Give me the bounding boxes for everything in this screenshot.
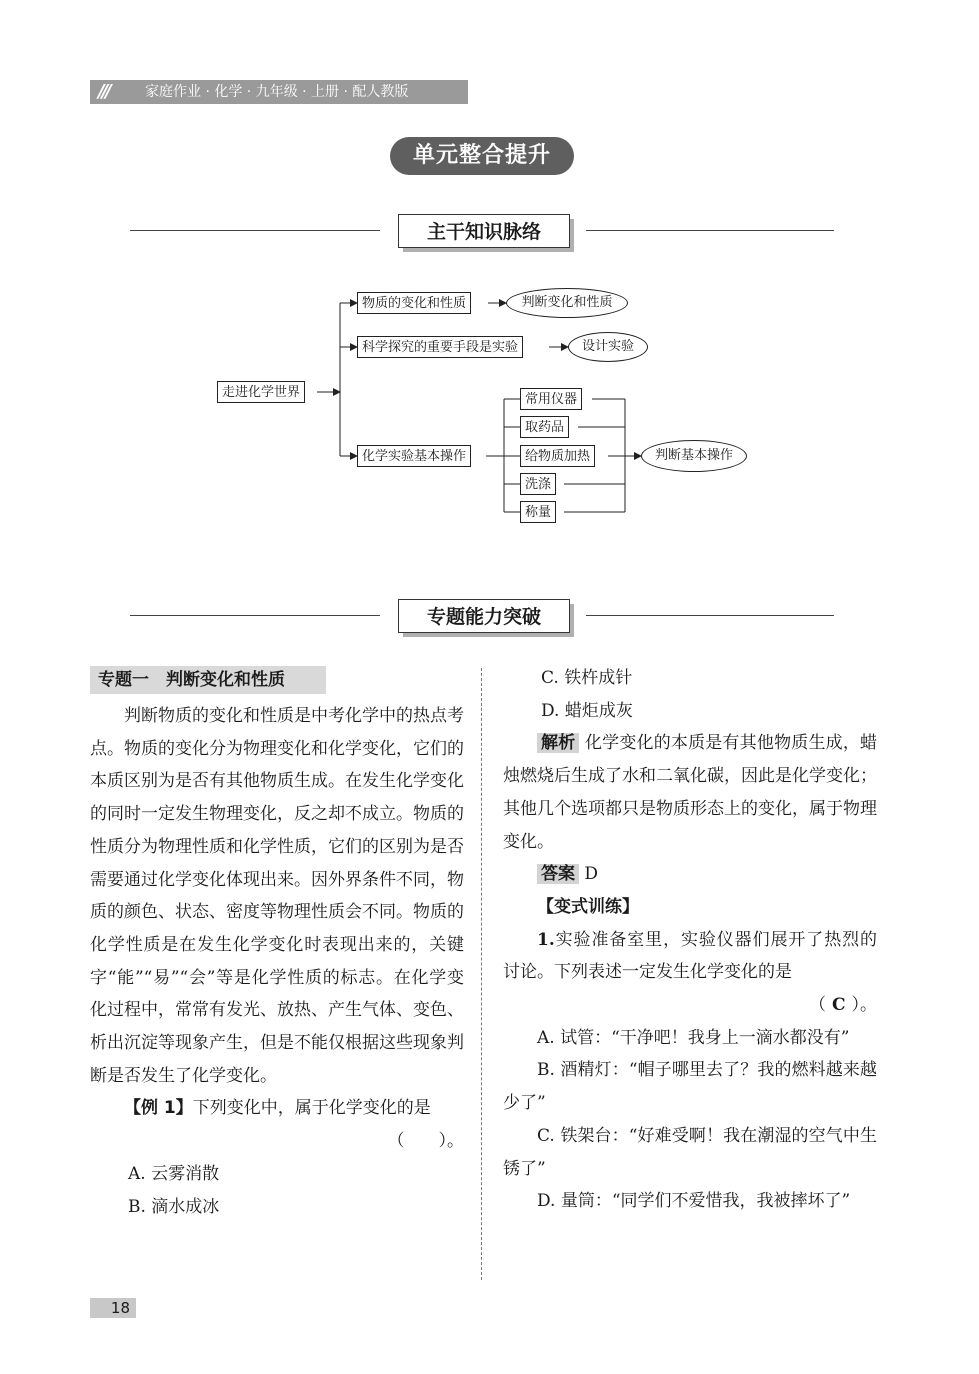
- page-number: 18: [90, 1298, 136, 1318]
- right-column: [503, 662, 877, 1218]
- section-title-topics: 专题能力突破: [398, 599, 570, 633]
- unit-title: 单元整合提升: [390, 137, 574, 175]
- mindmap-connectors: [0, 0, 979, 600]
- question-number: 1.: [537, 929, 555, 950]
- example-text: 下列变化中，属于化学变化的是: [192, 1098, 431, 1119]
- mindmap-op-weighing: 称量: [520, 501, 556, 523]
- topic-heading: 专题一 判断变化和性质: [90, 666, 326, 694]
- answer-label: 答案: [537, 864, 579, 884]
- mindmap-op-instruments: 常用仪器: [520, 388, 582, 410]
- example-label: 【例 1】: [124, 1098, 193, 1119]
- topic-paragraph: 判断物质的变化和性质是中考化学中的热点考点。物质的变化分为物理变化和化学变化，它们的本质区别为是否有其他物质生成。在发生化学变化的同时一定发生物理变化，反之却不成立。物质的性质分为物理性质和化学性质，它们的区别为是否需要通过化学变化体现出来。因外界条件不同，物质的颜色、状态、密度等物理性质会不同。物质的化学性质是在发生化学变化时表现出来的，关键字“能”“易”“会”等是化学性质的标志。在化学变化过程中，常常有发光、放热、产生气体、变色、析出沉淀等现象产生，但是不能仅根据这些现象判断是否发生了化学变化。: [90, 706, 464, 1086]
- mindmap-branch-properties: 物质的变化和性质: [357, 292, 471, 314]
- mindmap-result-design-experiment: 设计实验: [568, 332, 648, 362]
- example-question: [90, 1092, 464, 1125]
- training-question-1: [503, 924, 877, 989]
- analysis-text: 化学变化的本质是有其他物质生成，蜡烛燃烧后生成了水和二氧化碳，因此是化学变化；其他几个选项都只是物质形态上的变化，属于物理变化。: [503, 733, 878, 852]
- question-option-c: C. 铁架台：“好难受啊！我在潮湿的空气中生锈了”: [503, 1125, 877, 1179]
- question-option-b: B. 酒精灯：“帽子哪里去了？我的燃料越来越少了”: [503, 1060, 877, 1114]
- section-title-knowledge: 主干知识脉络: [398, 214, 570, 248]
- example-option-b: B. 滴水成冰: [128, 1196, 220, 1217]
- question-option-d: D. 量筒：“同学们不爱惜我，我被摔坏了”: [537, 1191, 851, 1212]
- section-rule-right: [586, 615, 834, 616]
- analysis-paragraph: [503, 727, 877, 858]
- left-column: [90, 666, 464, 1223]
- analysis-label: 解析: [537, 733, 579, 753]
- mindmap-result-judge-operation: 判断基本操作: [641, 440, 747, 472]
- question-answer: [503, 989, 877, 1022]
- answer-line: [503, 858, 877, 891]
- mindmap-branch-experiment: 科学探究的重要手段是实验: [357, 336, 523, 358]
- training-title: 【变式训练】: [537, 896, 639, 917]
- answer-value: D: [584, 864, 599, 885]
- example-option-c: C. 铁杵成针: [541, 668, 633, 688]
- question-text: 实验准备室里，实验仪器们展开了热烈的讨论。下列表述一定发生化学变化的是: [503, 929, 877, 983]
- mindmap-op-take-reagents: 取药品: [520, 416, 569, 438]
- question-answer-value: C: [831, 995, 846, 1016]
- mindmap-result-judge-change: 判断变化和性质: [506, 288, 628, 318]
- section-rule-left: [130, 615, 380, 616]
- mindmap-branch-basic-operations: 化学实验基本操作: [357, 445, 471, 467]
- header-title: 家庭作业 · 化学 · 九年级 · 上册 · 配人教版: [145, 84, 409, 100]
- question-option-a: A. 试管：“干净吧！我身上一滴水都没有”: [537, 1027, 850, 1048]
- example-option-d: D. 蜡炬成灰: [541, 700, 633, 721]
- mindmap-op-washing: 洗涤: [520, 473, 556, 495]
- example-option-a: A. 云雾消散: [128, 1163, 220, 1184]
- answer-open-paren: （: [808, 995, 826, 1016]
- mindmap-op-heating: 给物质加热: [520, 445, 595, 467]
- header-slashes: ///: [98, 81, 109, 102]
- column-divider: [481, 668, 482, 1280]
- mindmap-root: 走进化学世界: [217, 381, 305, 403]
- answer-close-paren: ）。: [851, 995, 877, 1016]
- example-answer-blank: （ ）。: [387, 1131, 464, 1152]
